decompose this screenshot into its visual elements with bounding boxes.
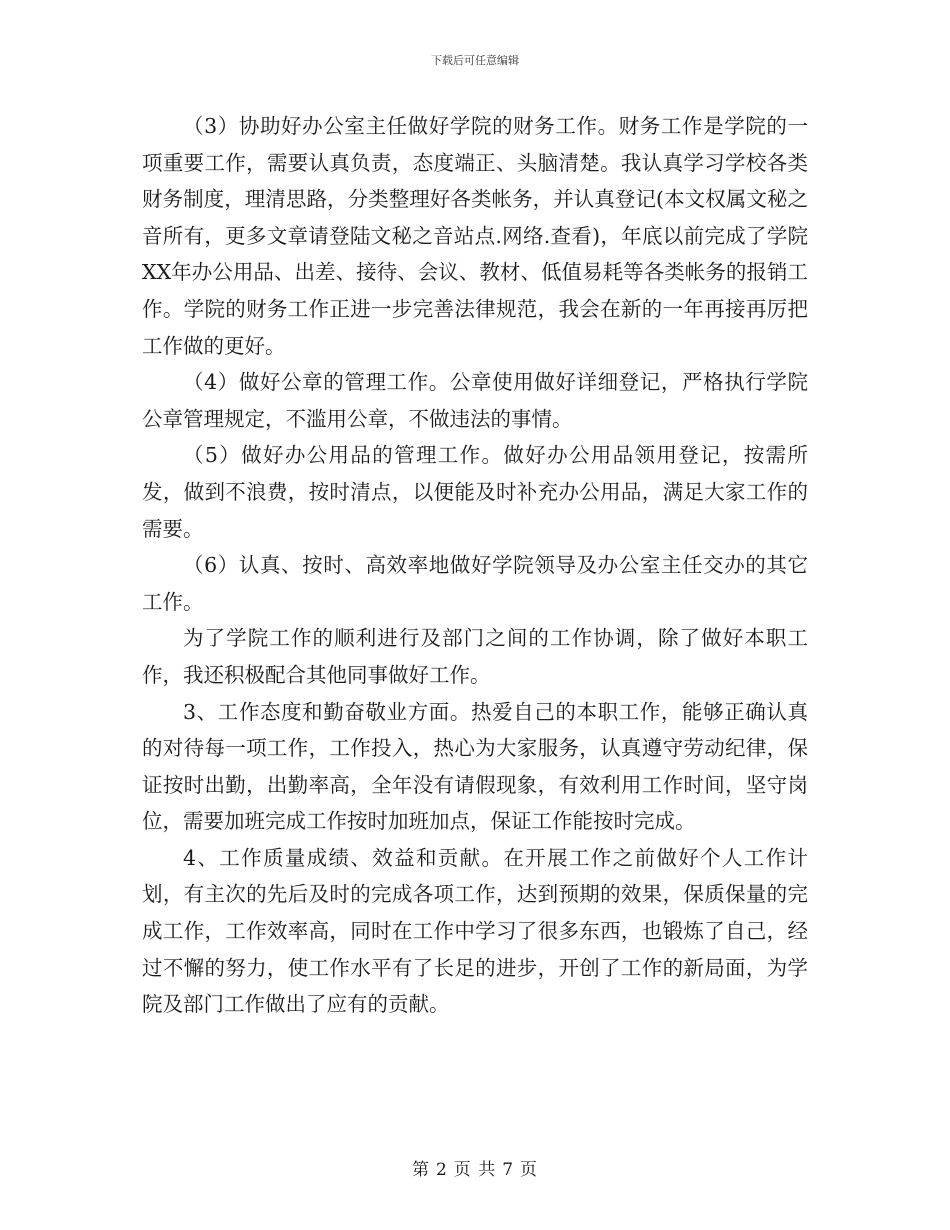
paragraph-attitude: 3、工作态度和勤奋敬业方面。热爱自己的本职工作，能够正确认真的对待每一项工作，工作投入，热心为大家服务，认真遵守劳动纪律，保证按时出勤，出勤率高，全年没有请假现象，有效利用工作时间，坚守岗位，需要加班完成工作按时加班加点，保证工作能按时完成。 bbox=[142, 699, 808, 834]
footer-total-pages: 7 bbox=[502, 1160, 515, 1180]
footer-current-page: 2 bbox=[435, 1160, 448, 1180]
footer-middle: 页 共 bbox=[453, 1160, 497, 1180]
footer-prefix: 第 bbox=[411, 1160, 430, 1180]
paragraph-cooperation: 为了学院工作的顺利进行及部门之间的工作协调，除了做好本职工作，我还积极配合其他同事做好工作。 bbox=[142, 626, 808, 687]
paragraph-supplies: （5）做好办公用品的管理工作。做好办公用品领用登记，按需所发，做到不浪费，按时清点，以便能及时补充办公用品，满足大家工作的需要。 bbox=[142, 443, 808, 541]
footer-suffix: 页 bbox=[520, 1160, 539, 1180]
paragraph-assigned-tasks: （6）认真、按时、高效率地做好学院领导及办公室主任交办的其它工作。 bbox=[142, 553, 808, 614]
document-body bbox=[142, 108, 808, 1023]
paragraph-finance: （3）协助好办公室主任做好学院的财务工作。财务工作是学院的一项重要工作，需要认真负责，态度端正、头脑清楚。我认真学习学校各类财务制度，理清思路，分类整理好各类帐务，并认真登记(本文权属文秘之音所有，更多文章请登陆文秘之音站点.网络.查看)，年底以前完成了学院XX年办公用品、出差、接待、会议、教材、低值易耗等各类帐务的报销工作。学院的财务工作正进一步完善法律规范，我会在新的一年再接再厉把工作做的更好。 bbox=[142, 114, 808, 358]
page-footer bbox=[0, 1155, 950, 1180]
paragraph-seal: （4）做好公章的管理工作。公章使用做好详细登记，严格执行学院公章管理规定，不滥用公章，不做违法的事情。 bbox=[142, 370, 808, 431]
paragraph-quality: 4、工作质量成绩、效益和贡献。在开展工作之前做好个人工作计划，有主次的先后及时的完成各项工作，达到预期的效果，保质保量的完成工作，工作效率高，同时在工作中学习了很多东西，也锻炼了自己，经过不懈的努力，使工作水平有了长足的进步，开创了工作的新局面，为学院及部门工作做出了应有的贡献。 bbox=[142, 845, 808, 1017]
header-note: 下载后可任意编辑 bbox=[431, 54, 519, 67]
